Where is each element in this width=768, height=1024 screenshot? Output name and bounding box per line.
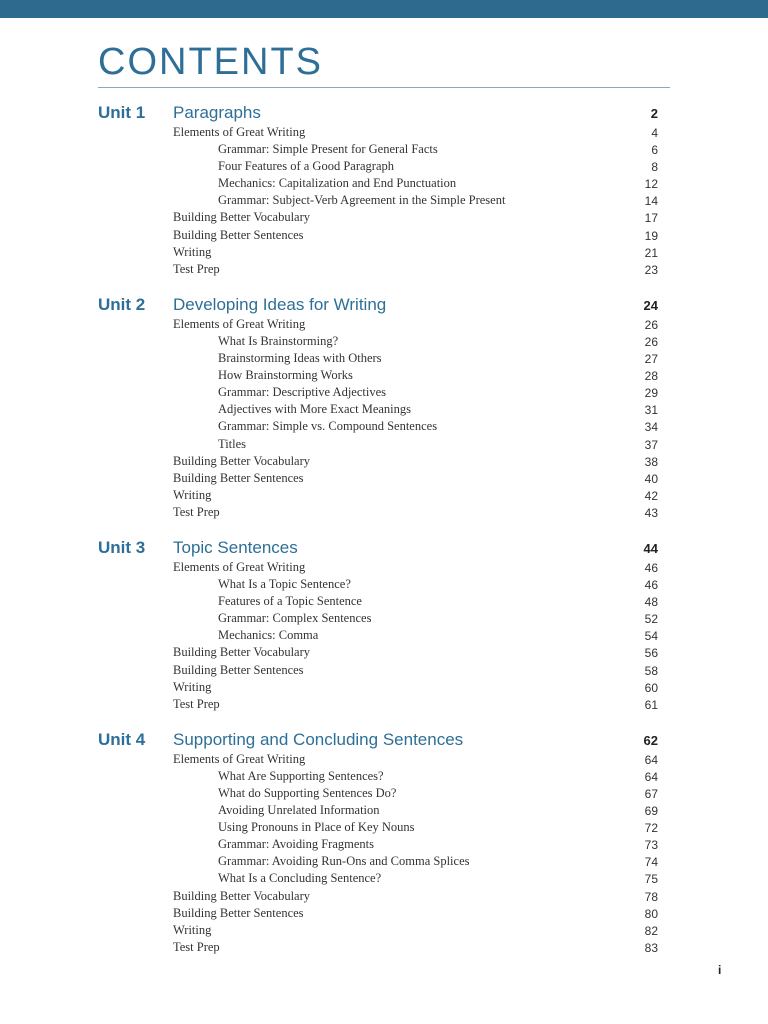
toc-entry [0, 836, 768, 853]
toc-entry-page-number: 54 [644, 629, 658, 644]
toc-entry-title: Writing [173, 922, 212, 937]
toc-entry-title: What Is a Concluding Sentence? [218, 871, 382, 886]
toc-entry-title: Building Better Vocabulary [173, 210, 311, 225]
toc-entry-page-number: 4 [651, 126, 658, 140]
page-title: CONTENTS [98, 41, 323, 83]
toc-entry-title: Mechanics: Comma [218, 628, 319, 643]
toc-entry [0, 244, 768, 261]
toc-entry-title: What Is a Topic Sentence? [218, 577, 351, 592]
toc-entry [0, 559, 768, 576]
unit-heading-row [0, 536, 768, 559]
toc-entry-title: Grammar: Complex Sentences [218, 611, 372, 626]
unit-page-number: 24 [643, 297, 658, 313]
toc-entry [0, 853, 768, 870]
toc-entry [0, 888, 768, 905]
toc-entry-page-number: 19 [644, 228, 658, 243]
toc-entry-title: Test Prep [173, 261, 220, 276]
title-divider [98, 87, 670, 88]
toc-entry [0, 819, 768, 836]
toc-entry-title: Adjectives with More Exact Meanings [218, 402, 412, 417]
toc-entry-page-number: 46 [644, 578, 658, 593]
toc-entry-page-number: 31 [644, 403, 658, 418]
toc-entry-page-number: 27 [644, 352, 658, 367]
toc-entry-page-number: 72 [644, 821, 658, 836]
toc-entry-page-number: 78 [644, 889, 658, 904]
toc-entry [0, 192, 768, 209]
unit-spacer [0, 521, 768, 536]
unit-label: Unit 4 [98, 729, 146, 749]
toc-entry-title: Elements of Great Writing [173, 751, 306, 766]
toc-entry [0, 470, 768, 487]
unit-label: Unit 3 [98, 537, 146, 557]
toc-entry-title: Four Features of a Good Paragraph [218, 159, 394, 174]
toc-entry [0, 418, 768, 435]
toc-entry [0, 593, 768, 610]
toc-entry [0, 610, 768, 627]
toc-entry-title: Grammar: Avoiding Fragments [218, 837, 374, 852]
unit-heading-row [0, 293, 768, 316]
toc-entry-title: What Is Brainstorming? [218, 333, 339, 348]
toc-entry [0, 350, 768, 367]
toc-entry-title: Test Prep [173, 504, 220, 519]
toc-entry [0, 696, 768, 713]
unit-title: Supporting and Concluding Sentences [173, 729, 464, 749]
toc-entry-page-number: 69 [644, 804, 658, 819]
toc-entry-title: Using Pronouns in Place of Key Nouns [218, 820, 415, 835]
page-number: i [718, 963, 722, 977]
toc-entry [0, 158, 768, 175]
toc-entry-page-number: 40 [644, 471, 658, 486]
toc-entry-title: Titles [218, 436, 247, 451]
toc-entry-page-number: 34 [644, 420, 658, 435]
toc-entry-page-number: 38 [644, 454, 658, 469]
unit-title: Paragraphs [173, 103, 261, 122]
toc-entry-page-number: 60 [644, 680, 658, 695]
toc-entry-page-number: 67 [644, 787, 658, 801]
toc-entry-page-number: 6 [651, 143, 658, 158]
toc-entry [0, 785, 768, 802]
toc-entry [0, 905, 768, 922]
toc-entry-title: Grammar: Subject-Verb Agreement in the Simple Present [218, 193, 506, 208]
unit-title: Developing Ideas for Writing [173, 294, 387, 314]
toc-entry [0, 768, 768, 785]
top-color-bar [0, 0, 768, 18]
toc-entry-page-number: 21 [644, 245, 658, 260]
toc-entry [0, 141, 768, 158]
toc-entry [0, 367, 768, 384]
toc-entry [0, 627, 768, 644]
toc-entry [0, 751, 768, 768]
toc-entry [0, 939, 768, 956]
toc-entry-page-number: 75 [644, 872, 658, 887]
toc-entry-page-number: 48 [644, 595, 658, 610]
toc-entry-page-number: 14 [644, 194, 658, 209]
toc-entry-page-number: 74 [644, 855, 658, 870]
toc-entry [0, 261, 768, 278]
toc-entry [0, 504, 768, 521]
toc-entry-page-number: 83 [644, 940, 658, 955]
toc-entry-page-number: 28 [644, 369, 658, 384]
unit-heading-row [0, 728, 768, 751]
toc-entry [0, 401, 768, 418]
toc-entry-title: Grammar: Descriptive Adjectives [218, 385, 386, 400]
toc-entry [0, 802, 768, 819]
toc-entry [0, 384, 768, 401]
toc-entry-page-number: 52 [644, 612, 658, 627]
toc-entry [0, 333, 768, 350]
toc-entry-title: Writing [173, 679, 212, 694]
toc-entry-title: Mechanics: Capitalization and End Punctuation [218, 176, 457, 191]
unit-label: Unit 1 [98, 103, 146, 122]
toc-entry-title: Grammar: Simple vs. Compound Sentences [218, 419, 438, 434]
toc-entry-page-number: 29 [644, 386, 658, 401]
toc-entry [0, 870, 768, 887]
toc-entry-page-number: 23 [644, 262, 658, 277]
unit-spacer [0, 278, 768, 293]
toc-entry-page-number: 80 [644, 906, 658, 921]
toc-entry-page-number: 26 [644, 334, 658, 349]
unit-heading-row [0, 101, 768, 124]
toc-entry-title: Test Prep [173, 696, 220, 711]
toc-entry [0, 436, 768, 453]
toc-entry-page-number: 12 [644, 177, 658, 192]
toc-entry-title: Building Better Sentences [173, 662, 304, 677]
toc-entry-page-number: 43 [644, 505, 658, 520]
unit-title: Topic Sentences [173, 537, 298, 557]
toc-entry-page-number: 37 [644, 437, 658, 452]
toc-entry [0, 124, 768, 141]
toc-entry-title: Avoiding Unrelated Information [218, 803, 380, 818]
unit-page-number: 62 [643, 732, 658, 748]
toc-entry-title: What Are Supporting Sentences? [218, 768, 384, 783]
toc-entry-title: Elements of Great Writing [173, 316, 306, 331]
toc-entry [0, 644, 768, 661]
toc-entry-page-number: 56 [644, 646, 658, 661]
toc-entry-title: Building Better Sentences [173, 470, 304, 485]
unit-spacer [0, 713, 768, 728]
toc-entry-page-number: 82 [644, 923, 658, 938]
toc-entry [0, 922, 768, 939]
toc-entry-page-number: 42 [644, 488, 658, 503]
toc-entry-title: How Brainstorming Works [218, 368, 353, 383]
toc-entry-title: Features of a Topic Sentence [218, 594, 362, 609]
toc-entry-title: Writing [173, 487, 212, 502]
toc-entry-page-number: 46 [644, 560, 658, 575]
toc-entry-page-number: 73 [644, 838, 658, 853]
toc-entry [0, 316, 768, 333]
unit-page-number: 44 [643, 540, 658, 556]
unit-page-number: 2 [650, 106, 658, 121]
toc-entry [0, 209, 768, 226]
toc-entry [0, 679, 768, 696]
toc-entry [0, 453, 768, 470]
toc-entry-title: Test Prep [173, 939, 220, 954]
toc-entry-title: Writing [173, 244, 212, 259]
toc-entry-page-number: 64 [644, 769, 658, 784]
unit-label: Unit 2 [98, 294, 146, 314]
toc-entry-page-number: 8 [651, 160, 658, 175]
toc-entry-title: Building Better Vocabulary [173, 453, 311, 468]
toc-entry-title: Brainstorming Ideas with Others [218, 351, 382, 366]
toc-entry-page-number: 58 [644, 663, 658, 678]
toc-entry-page-number: 64 [644, 752, 658, 767]
toc-entry-page-number: 17 [644, 211, 658, 226]
toc-entry [0, 576, 768, 593]
toc-entry-title: Building Better Vocabulary [173, 888, 311, 903]
toc-entry-title: Grammar: Simple Present for General Facts [218, 142, 438, 157]
toc-entry-title: Grammar: Avoiding Run-Ons and Comma Splices [218, 854, 470, 869]
table-of-contents [0, 101, 768, 956]
toc-entry [0, 227, 768, 244]
toc-entry [0, 662, 768, 679]
toc-entry-page-number: 26 [644, 317, 658, 332]
toc-entry-title: Elements of Great Writing [173, 125, 306, 139]
toc-entry-title: Building Better Vocabulary [173, 645, 311, 660]
toc-entry [0, 175, 768, 192]
toc-entry-title: Elements of Great Writing [173, 559, 306, 574]
toc-entry [0, 487, 768, 504]
toc-entry-title: Building Better Sentences [173, 227, 304, 242]
toc-entry-page-number: 61 [644, 697, 658, 712]
toc-entry-title: What do Supporting Sentences Do? [218, 786, 397, 800]
toc-entry-title: Building Better Sentences [173, 905, 304, 920]
